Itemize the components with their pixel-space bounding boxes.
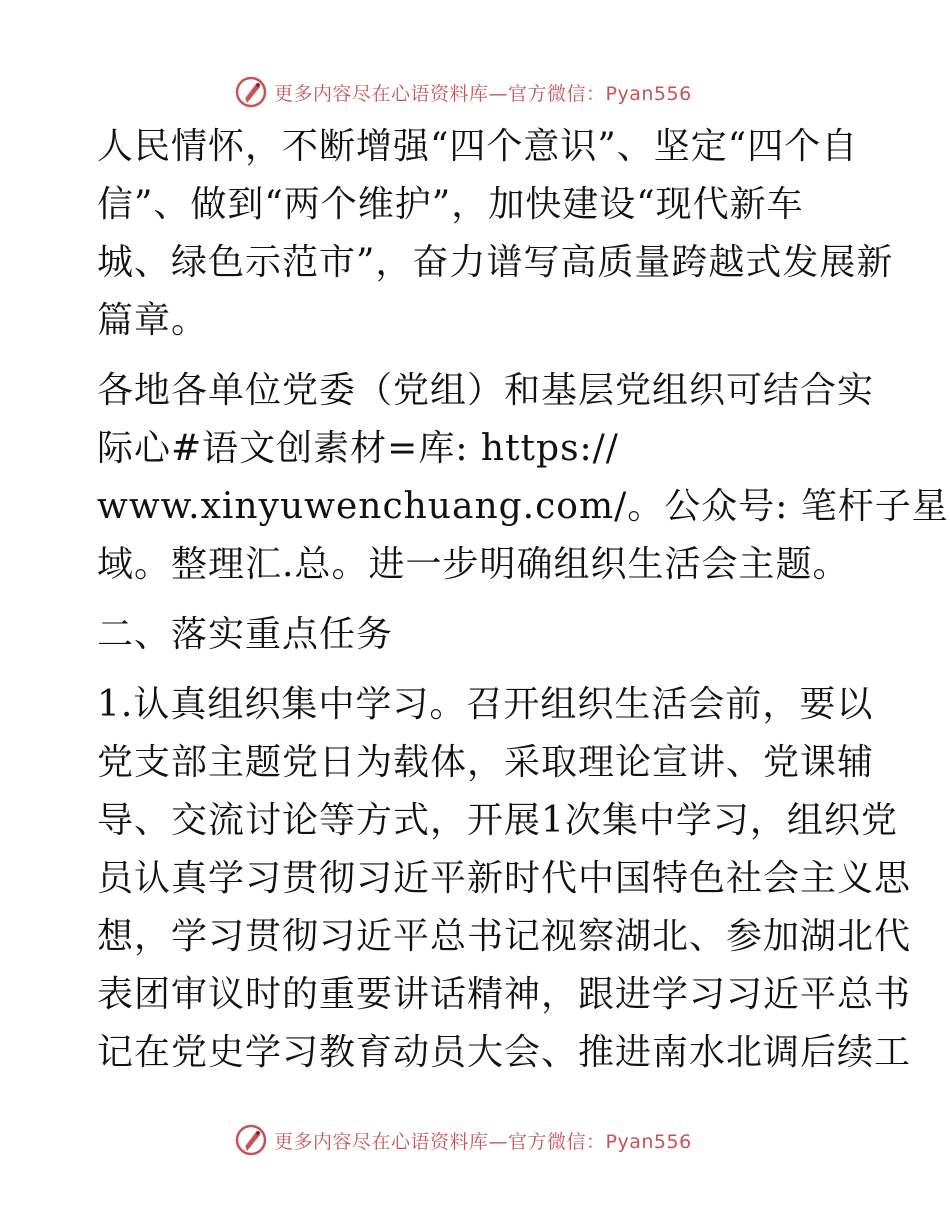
text-line: 想，学习贯彻习近平总书记视察湖北、参加湖北代 (97, 916, 912, 957)
watermark-text: 更多内容尽在心语资料库—官方微信：Pyan556 (274, 82, 692, 105)
header-watermark (234, 72, 754, 112)
text-line: 记在党史学习教育动员大会、推进南水北调后续工 (97, 1032, 912, 1073)
text-line: 域。整理汇.总。进一步明确组织生活会主题。 (97, 544, 850, 585)
section-heading (97, 606, 867, 664)
text-line: 党支部主题党日为载体，采取理论宣讲、党课辅 (97, 742, 875, 783)
text-line: 人民情怀，不断增强“四个意识”、坚定“四个自 (97, 126, 859, 167)
footer-watermark (234, 1120, 754, 1160)
pen-logo-icon (234, 75, 268, 109)
heading-text: 二、落实重点任务 (97, 614, 394, 655)
paragraph-3 (97, 676, 912, 1082)
text-line: 城、绿色示范市”，奋力谱写高质量跨越式发展新 (97, 242, 894, 283)
text-line: 信”、做到“两个维护”，加快建设“现代新车 (97, 184, 804, 225)
text-line: 导、交流讨论等方式，开展1次集中学习，组织党 (97, 800, 898, 841)
text-line: 篇章。 (97, 300, 209, 341)
watermark-text: 更多内容尽在心语资料库—官方微信：Pyan556 (274, 1130, 692, 1153)
text-line: 表团审议时的重要讲话精神，跟进学习习近平总书 (97, 974, 912, 1015)
text-line: 1.认真组织集中学习。召开组织生活会前，要以 (97, 684, 874, 725)
paragraph-1 (97, 118, 894, 350)
text-line-url: www.xinyuwenchuang.com/。公众号: 笔杆子星 (97, 486, 949, 527)
document-body (97, 118, 949, 1082)
paragraph-2 (97, 362, 949, 594)
pen-logo-icon (234, 1123, 268, 1157)
text-line: 各地各单位党委（党组）和基层党组织可结合实 (97, 370, 875, 411)
text-line: 员认真学习贯彻习近平新时代中国特色社会主义思 (97, 858, 912, 899)
text-line-url: 际心#语文创素材=库: https:// (97, 428, 619, 469)
